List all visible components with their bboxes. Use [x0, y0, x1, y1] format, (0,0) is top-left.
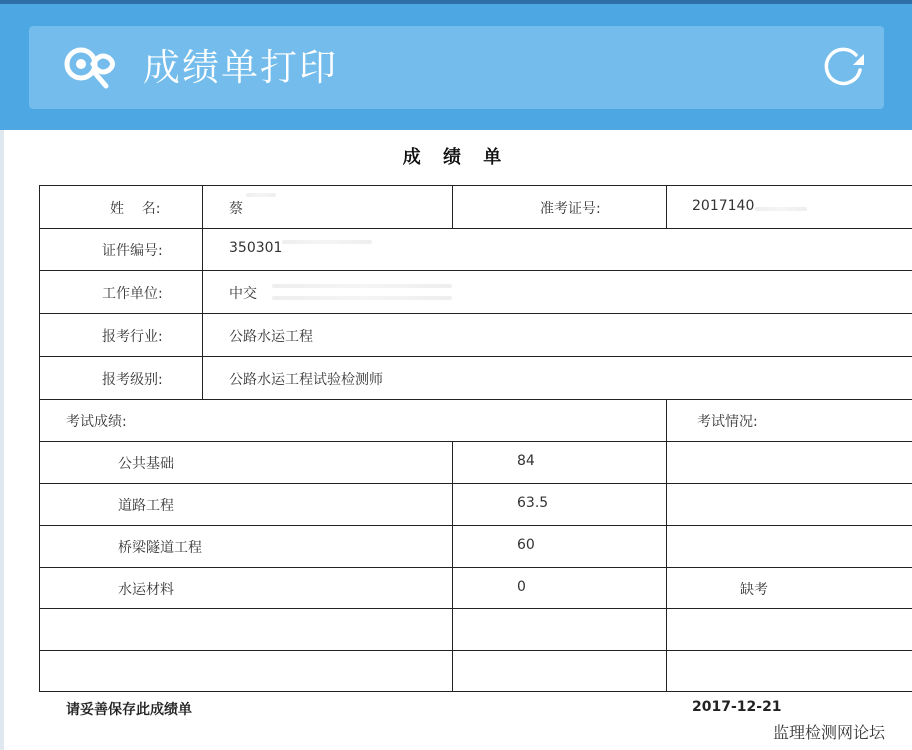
subject-name: 道路工程	[118, 498, 174, 514]
exam-no-value: 2017140	[692, 198, 755, 214]
issue-date: 2017-12-21	[692, 699, 782, 715]
subject-score: 63.5	[517, 495, 549, 511]
subject-score: 84	[517, 453, 535, 469]
industry-value: 公路水运工程	[229, 329, 313, 345]
redaction	[272, 296, 452, 300]
redaction	[282, 240, 372, 244]
name-label: 姓 名:	[110, 201, 161, 217]
status-label: 考试情况:	[697, 414, 758, 430]
redaction	[755, 207, 807, 211]
scores-label: 考试成绩:	[66, 414, 127, 430]
subject-status: 缺考	[740, 582, 768, 598]
level-value: 公路水运工程试验检测师	[229, 372, 383, 388]
page-title: 成绩单打印	[143, 46, 338, 89]
document-title: 成 绩 单	[402, 147, 510, 168]
subject-score: 60	[517, 537, 535, 553]
industry-label: 报考行业:	[102, 329, 163, 345]
redaction	[246, 193, 276, 197]
subject-name: 水运材料	[118, 582, 174, 598]
id-no-label: 证件编号:	[102, 243, 163, 259]
exam-no-label: 准考证号:	[540, 201, 601, 217]
employer-value: 中交	[229, 286, 257, 302]
glasses-logo-icon	[62, 42, 122, 92]
refresh-icon[interactable]	[820, 45, 866, 91]
left-edge	[0, 130, 4, 750]
subject-name: 桥梁隧道工程	[118, 540, 202, 556]
level-label: 报考级别:	[102, 372, 163, 388]
watermark: 监理检测网论坛	[773, 723, 886, 742]
employer-label: 工作单位:	[102, 286, 163, 302]
status-line	[0, 0, 912, 4]
subject-name: 公共基础	[118, 456, 174, 472]
name-value: 蔡	[229, 201, 243, 217]
subject-score: 0	[517, 579, 526, 595]
footer-note: 请妥善保存此成绩单	[66, 702, 192, 718]
id-no-value: 350301	[229, 240, 283, 256]
redaction	[272, 284, 452, 288]
app-header	[29, 26, 884, 109]
